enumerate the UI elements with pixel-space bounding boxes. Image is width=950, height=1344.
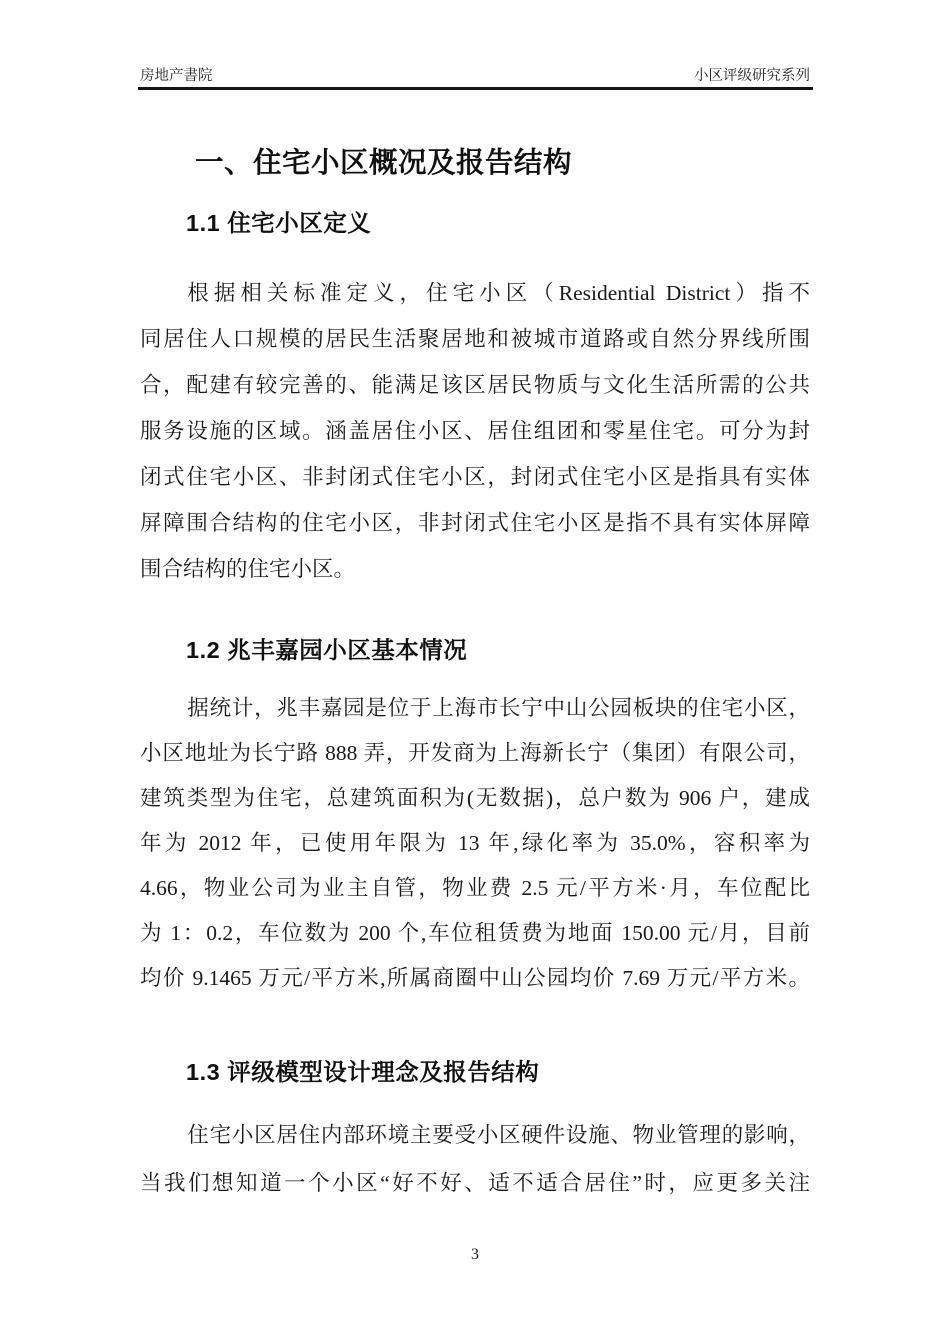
header-rule	[138, 87, 813, 90]
paragraph-line: 小区地址为长宁路 888 弄，开发商为上海新长宁（集团）有限公司，	[140, 741, 810, 765]
paragraph-line: 4.66，物业公司为业主自管，物业费 2.5 元/平方米·月，车位配比	[140, 876, 810, 900]
paragraph-model-concept	[140, 1111, 810, 1207]
paragraph-line: 屏障围合结构的住宅小区，非封闭式住宅小区是指不具有实体屏障	[140, 511, 810, 535]
paragraph-line: 同居住人口规模的居民生活聚居地和被城市道路或自然分界线所围	[140, 327, 810, 351]
paragraph-definition	[140, 270, 810, 592]
paragraph-line: 均价 9.1465 万元/平方米,所属商圈中山公园均价 7.69 万元/平方米。	[140, 966, 810, 990]
paragraph-line: 年为 2012 年，已使用年限为 13 年,绿化率为 35.0%，容积率为	[140, 831, 810, 855]
paragraph-basic-info	[140, 686, 810, 1001]
paragraph-line: 闭式住宅小区、非封闭式住宅小区，封闭式住宅小区是指具有实体	[140, 465, 810, 489]
paragraph-line: 据统计，兆丰嘉园是位于上海市长宁中山公园板块的住宅小区，	[187, 696, 810, 720]
heading-1-3: 1.3 评级模型设计理念及报告结构	[186, 1059, 540, 1085]
paragraph-line: 为 1：0.2，车位数为 200 个,车位租赁费为地面 150.00 元/月，目前	[140, 921, 810, 945]
heading-1-2: 1.2 兆丰嘉园小区基本情况	[186, 637, 468, 663]
heading-1-1: 1.1 住宅小区定义	[186, 210, 372, 236]
page-header	[140, 64, 810, 85]
paragraph-line: 住宅小区居住内部环境主要受小区硬件设施、物业管理的影响，	[187, 1123, 810, 1147]
header-right-text: 小区评级研究系列	[694, 68, 810, 84]
paragraph-line: 合，配建有较完善的、能满足该区居民物质与文化生活所需的公共	[140, 373, 810, 397]
header-left-text: 房地产書院	[140, 68, 213, 84]
page-number: 3	[471, 1246, 479, 1263]
paragraph-line: 当我们想知道一个小区“好不好、适不适合居住”时，应更多关注	[140, 1171, 810, 1195]
paragraph-line: 根据相关标准定义，住宅小区（Residential District）指不	[187, 281, 810, 305]
paragraph-line: 服务设施的区域。涵盖居住小区、居住组团和零星住宅。可分为封	[140, 419, 810, 443]
paragraph-line: 围合结构的住宅小区。	[140, 557, 356, 581]
chapter-title: 一、住宅小区概况及报告结构	[195, 147, 573, 179]
paragraph-line: 建筑类型为住宅，总建筑面积为(无数据)，总户数为 906 户，建成	[140, 786, 810, 810]
